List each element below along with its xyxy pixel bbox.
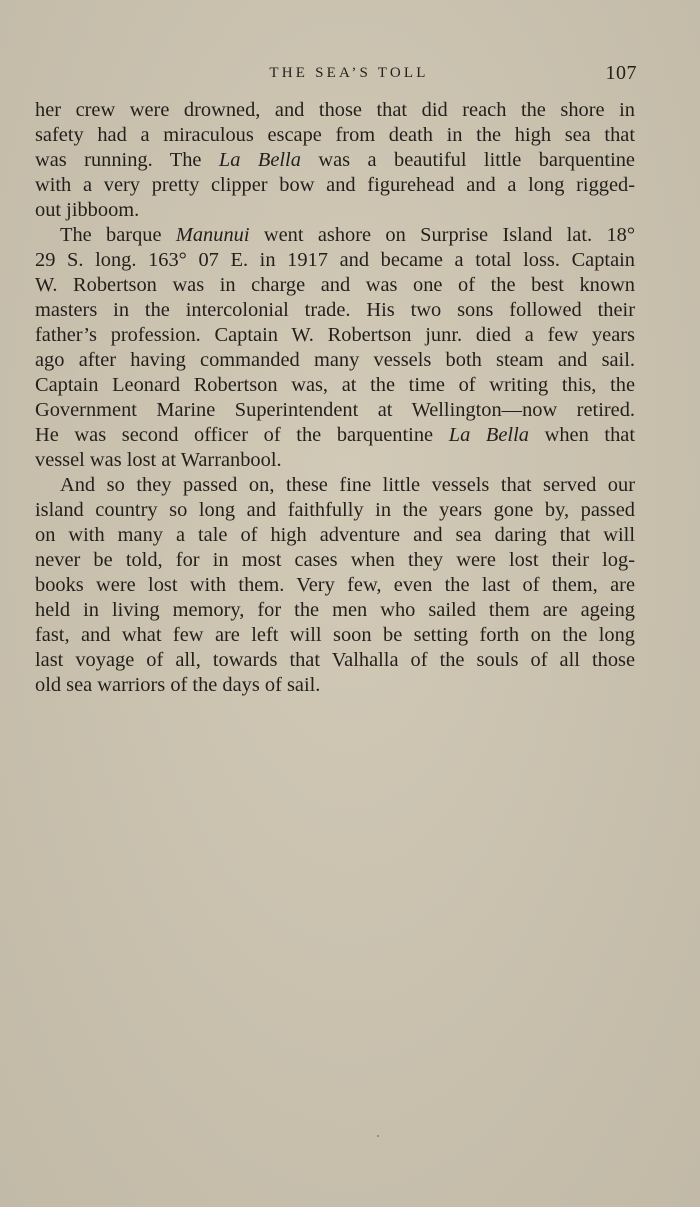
text-run: her crew were drowned, and those that did reach the shore in [35,99,635,121]
text-line [35,348,635,373]
text-run: The barque [60,224,176,246]
text-run: with a very pretty clipper bow and figurehead and a long rigged- [35,174,635,196]
page-number: 107 [605,62,637,84]
text-run: was running. The [35,149,219,171]
text-run: He was second officer of the barquentine [35,424,449,446]
text-line [35,473,635,498]
text-line [35,173,635,198]
text-line [35,198,635,223]
text-run: held in living memory, for the men who sailed them are ageing [35,599,635,621]
text-line [35,673,635,698]
text-line [35,573,635,598]
paragraph [35,223,635,473]
text-line [35,448,635,473]
text-line [35,98,635,123]
text-line [35,598,635,623]
text-run: books were lost with them. Very few, even the last of them, are [35,574,635,596]
text-line [35,123,635,148]
body-text [35,98,635,698]
text-run: 29 S. long. 163° 07 E. in 1917 and became a total loss. Captain [35,249,635,271]
text-run: last voyage of all, towards that Valhalla of the souls of all those [35,649,635,671]
text-run: island country so long and faithfully in the years gone by, passed [35,499,635,521]
text-line [35,323,635,348]
text-run: never be told, for in most cases when they were lost their log- [35,549,635,571]
text-run: when that [528,424,635,446]
text-run: went ashore on Surprise Island lat. 18° [249,224,635,246]
text-line [35,273,635,298]
text-run: W. Robertson was in charge and was one of the best known [35,274,635,296]
text-run: And so they passed on, these fine little vessels that served our [60,474,635,496]
running-title: THE SEA’S TOLL [269,65,429,81]
text-line [35,623,635,648]
text-line [35,223,635,248]
text-run: old sea warriors of the days of sail. [35,674,321,696]
text-run: fast, and what few are left will soon be setting forth on the long [35,624,635,646]
text-line [35,148,635,173]
text-run: out jibboom. [35,199,140,221]
text-line [35,423,635,448]
text-run: vessel was lost at Warranbool. [35,449,282,471]
text-run: safety had a miraculous escape from death in the high sea that [35,124,635,146]
text-line [35,648,635,673]
italic-title: La Bella [448,424,529,446]
italic-title: Manunui [175,224,250,246]
text-run: Captain Leonard Robertson was, at the time of writing this, the [35,374,635,396]
text-run: Government Marine Superintendent at Wellington—now retired. [35,399,635,421]
text-run: father’s profession. Captain W. Robertson junr. died a few years [35,324,635,346]
text-line [35,548,635,573]
text-line [35,498,635,523]
text-line [35,298,635,323]
text-run: was a beautiful little barquentine [300,149,635,171]
paper-speck [377,1135,379,1137]
text-run: ago after having commanded many vessels both steam and sail. [35,349,635,371]
text-line [35,398,635,423]
running-head [35,61,635,85]
italic-title: La Bella [218,149,301,171]
paragraph [35,473,635,698]
text-run: masters in the intercolonial trade. His two sons followed their [35,299,635,321]
text-run: on with many a tale of high adventure and sea daring that will [35,524,635,546]
text-line [35,248,635,273]
text-line [35,523,635,548]
text-line [35,373,635,398]
paragraph [35,98,635,223]
